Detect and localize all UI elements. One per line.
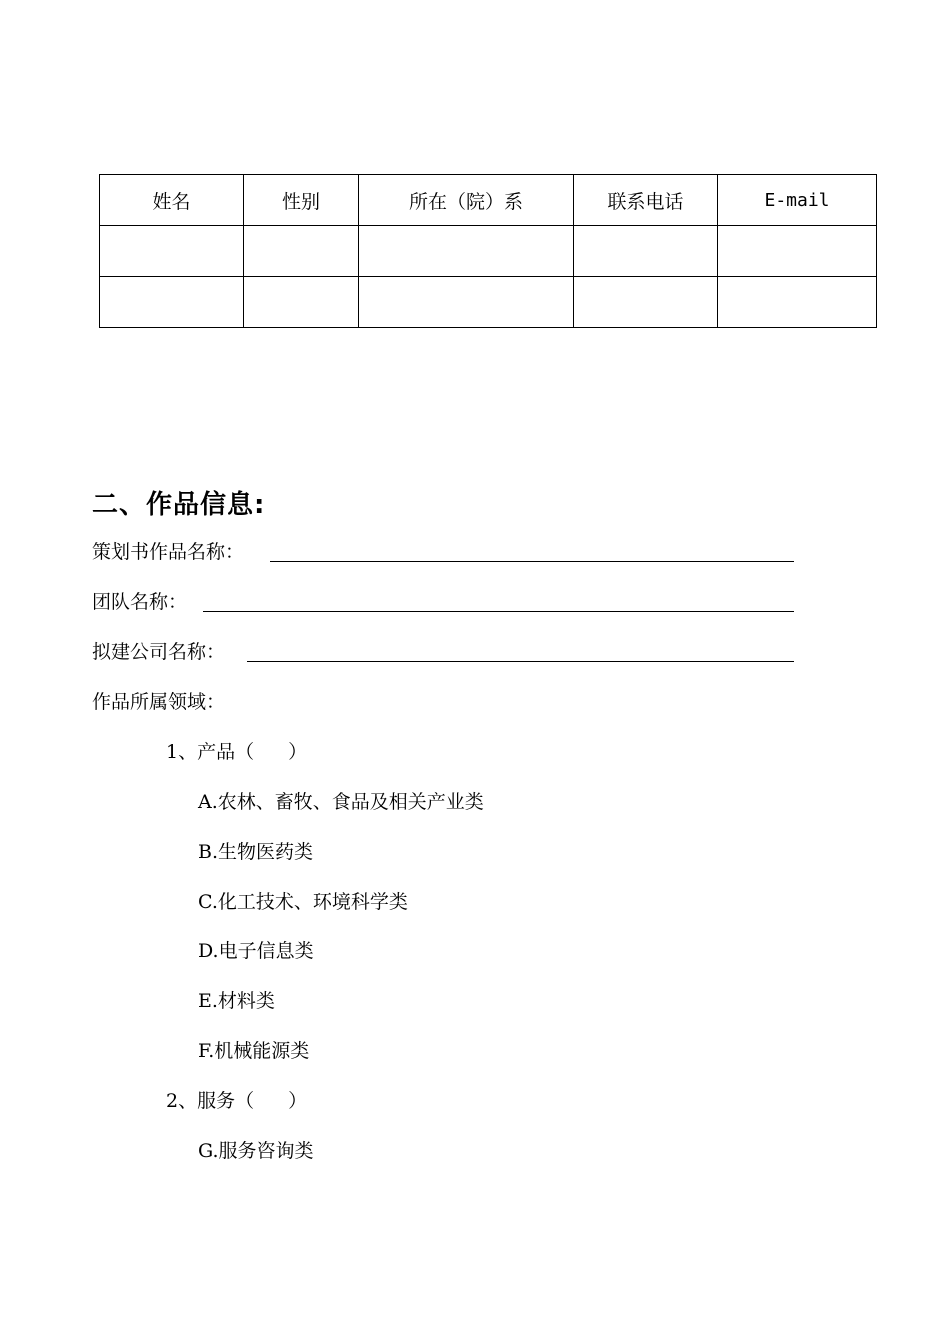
member-info-table: [99, 174, 877, 328]
header-gender: 性别: [244, 175, 359, 226]
table-row: [100, 226, 877, 277]
table-cell[interactable]: [574, 226, 718, 277]
section-title: 二、作品信息:: [92, 490, 266, 520]
option-a: A.农林、畜牧、食品及相关产业类: [198, 791, 484, 813]
field-label-plan-name: 策划书作品名称：: [92, 541, 245, 563]
option-b: B.生物医药类: [198, 841, 314, 863]
table-cell[interactable]: [718, 226, 877, 277]
option-c: C.化工技术、环境科学类: [198, 891, 408, 913]
table-cell[interactable]: [244, 226, 359, 277]
field-label-team-name: 团队名称：: [92, 591, 188, 613]
header-department: 所在（院）系: [359, 175, 574, 226]
table-cell[interactable]: [100, 226, 244, 277]
option-d: D.电子信息类: [198, 940, 314, 962]
category-service: [166, 1087, 307, 1115]
table-row: [100, 277, 877, 328]
table-cell[interactable]: [100, 277, 244, 328]
plan-name-input[interactable]: [270, 561, 794, 562]
table-header-row: [100, 175, 877, 226]
option-g: G.服务咨询类: [198, 1140, 314, 1162]
category-service-prefix: 2、服务（: [166, 1090, 255, 1112]
table-cell[interactable]: [718, 277, 877, 328]
header-email: E-mail: [718, 175, 877, 226]
header-name: 姓名: [100, 175, 244, 226]
category-product: [166, 738, 307, 766]
team-name-input[interactable]: [203, 611, 794, 612]
field-label-company-name: 拟建公司名称：: [92, 641, 226, 663]
category-service-suffix: ）: [288, 1090, 308, 1112]
header-phone: 联系电话: [574, 175, 718, 226]
table-cell[interactable]: [359, 277, 574, 328]
domain-label: 作品所属领域：: [92, 691, 226, 713]
table-cell[interactable]: [574, 277, 718, 328]
table-cell[interactable]: [244, 277, 359, 328]
category-product-suffix: ）: [288, 741, 308, 763]
company-name-input[interactable]: [247, 661, 794, 662]
table-cell[interactable]: [359, 226, 574, 277]
option-f: F.机械能源类: [198, 1040, 310, 1062]
category-product-prefix: 1、产品（: [166, 741, 255, 763]
option-e: E.材料类: [198, 990, 275, 1012]
